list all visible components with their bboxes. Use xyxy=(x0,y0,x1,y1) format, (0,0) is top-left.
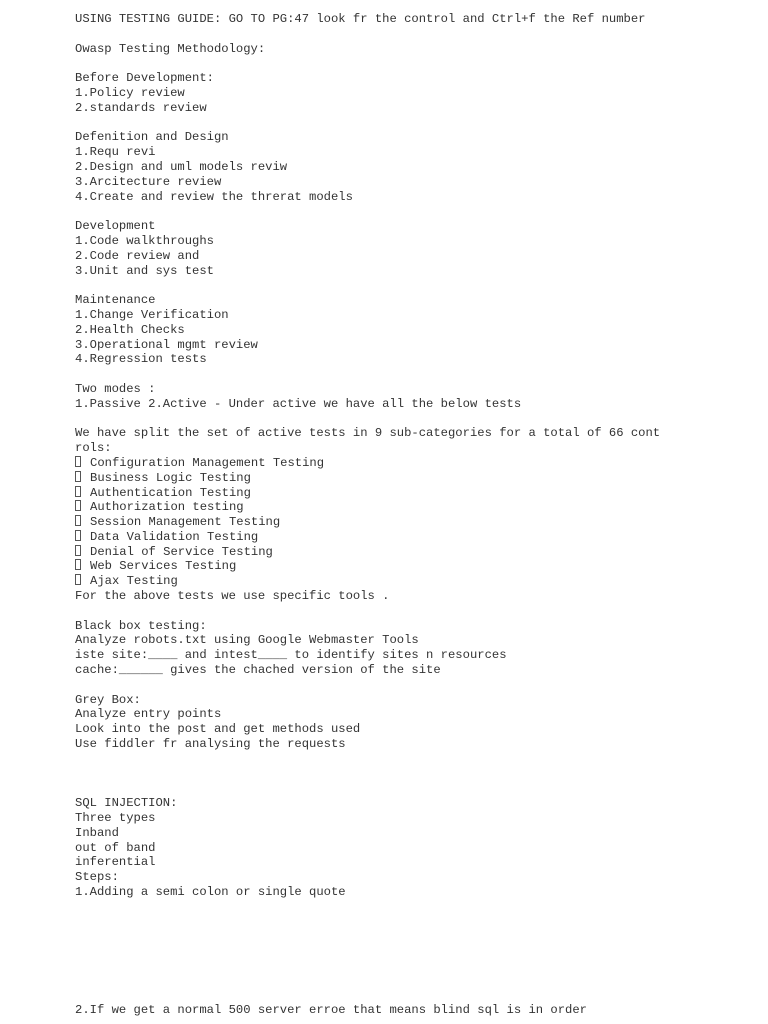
sqli-title: SQL INJECTION: xyxy=(75,796,178,811)
header-line: USING TESTING GUIDE: GO TO PG:47 look fr the control and Ctrl+f the Ref number xyxy=(75,12,646,26)
checkbox-glyph-icon xyxy=(75,530,81,541)
list-item: Analyze entry points xyxy=(75,707,222,722)
list-item: 3.Arcitecture review xyxy=(75,174,222,189)
list-item: 1.Code walkthroughs xyxy=(75,233,214,248)
list-item: 1.Change Verification xyxy=(75,307,229,322)
checkbox-glyph-icon xyxy=(75,545,81,556)
methodology-title: Owasp Testing Methodology: xyxy=(75,41,266,56)
active-intro-line-2: rols: xyxy=(75,441,112,456)
blackbox-title: Black box testing: xyxy=(75,618,207,633)
sqli-last-line: 2.If we get a normal 500 server erroe that means blind sql is in order xyxy=(75,1003,587,1018)
category-item: Authorization testing xyxy=(75,500,755,515)
category-item: Denial of Service Testing xyxy=(75,545,755,560)
modes-line: 1.Passive 2.Active - Under active we have all the below tests xyxy=(75,396,522,411)
maintenance-title: Maintenance xyxy=(75,293,156,308)
checkbox-glyph-icon xyxy=(75,456,81,467)
active-intro-line-1: We have split the set of active tests in 9 sub-categories for a total of 66 cont xyxy=(75,426,661,441)
list-item: iste site:____ and intest____ to identify sites n resources xyxy=(75,648,507,663)
list-item: 1.Requ revi xyxy=(75,145,156,160)
definition-title: Defenition and Design xyxy=(75,130,229,145)
checkbox-glyph-icon xyxy=(75,515,81,526)
category-item: Configuration Management Testing xyxy=(75,456,755,471)
list-item: cache:______ gives the chached version of the site xyxy=(75,663,441,678)
list-item: 2.Code review and xyxy=(75,248,200,263)
modes-title: Two modes : xyxy=(75,381,156,396)
before-dev-title: Before Development: xyxy=(75,71,214,86)
list-item: 4.Create and review the threrat models xyxy=(75,189,353,204)
category-item: Authentication Testing xyxy=(75,486,755,501)
category-item: Web Services Testing xyxy=(75,559,755,574)
list-item: 2.standards review xyxy=(75,100,207,115)
list-item: out of band xyxy=(75,840,156,855)
list-item: inferential xyxy=(75,855,156,870)
checkbox-glyph-icon xyxy=(75,500,81,511)
category-item: Ajax Testing xyxy=(75,574,755,589)
list-item: Inband xyxy=(75,825,119,840)
checkbox-glyph-icon xyxy=(75,486,81,497)
list-item: Look into the post and get methods used xyxy=(75,722,361,737)
greybox-title: Grey Box: xyxy=(75,692,141,707)
development-title: Development xyxy=(75,219,156,234)
list-item: Three types xyxy=(75,811,156,826)
checkbox-glyph-icon xyxy=(75,559,81,570)
list-item: 3.Unit and sys test xyxy=(75,263,214,278)
active-footer: For the above tests we use specific tools . xyxy=(75,589,390,604)
category-item: Data Validation Testing xyxy=(75,530,755,545)
list-item: Analyze robots.txt using Google Webmaster Tools xyxy=(75,633,419,648)
list-item: 3.Operational mgmt review xyxy=(75,337,258,352)
category-item: Session Management Testing xyxy=(75,515,755,530)
list-item: 1.Policy review xyxy=(75,85,185,100)
category-item: Business Logic Testing xyxy=(75,471,755,486)
list-item: Use fiddler fr analysing the requests xyxy=(75,737,346,752)
list-item: Steps: xyxy=(75,870,119,885)
checkbox-glyph-icon xyxy=(75,471,81,482)
checkbox-glyph-icon xyxy=(75,574,81,585)
document-page xyxy=(75,12,755,1018)
list-item: 2.Design and uml models reviw xyxy=(75,159,288,174)
list-item: 2.Health Checks xyxy=(75,322,185,337)
list-item: 4.Regression tests xyxy=(75,352,207,367)
list-item: 1.Adding a semi colon or single quote xyxy=(75,885,346,900)
